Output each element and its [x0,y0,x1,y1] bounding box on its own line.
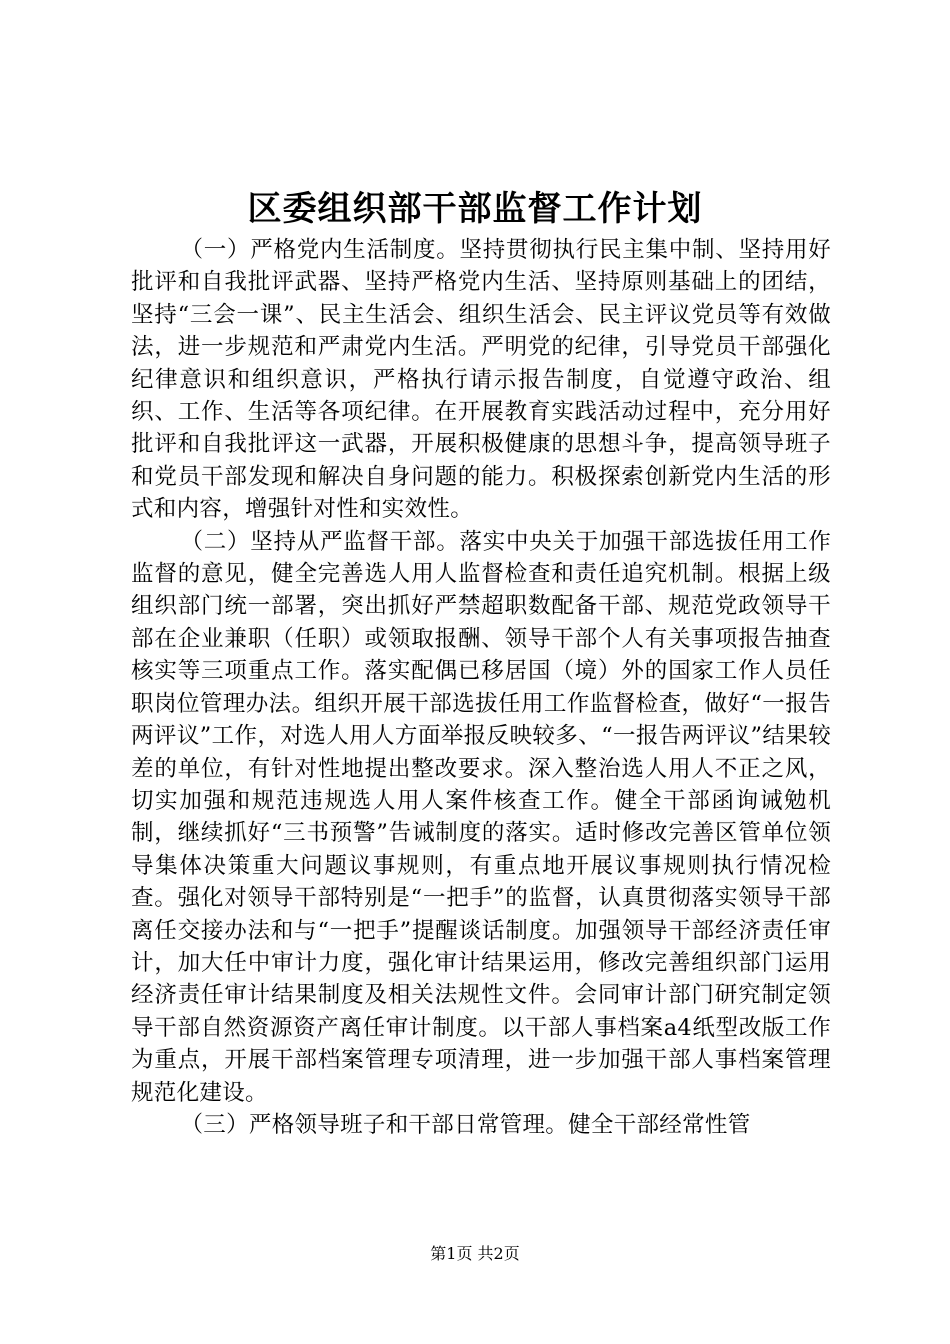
document-body [131,234,831,1141]
paragraph-1: （一）严格党内生活制度。坚持贯彻执行民主集中制、坚持用好批评和自我批评武器、坚持严格党内生活、坚持原则基础上的团结，坚持“三会一课”、民主生活会、组织生活会、民主评议党员等有效做法，进一步规范和严肃党内生活。严明党的纪律，引导党员干部强化纪律意识和组织意识，严格执行请示报告制度，自觉遵守政治、组织、工作、生活等各项纪律。在开展教育实践活动过程中，充分用好批评和自我批评这一武器，开展积极健康的思想斗争，提高领导班子和党员干部发现和解决自身问题的能力。积极探索创新党内生活的形式和内容，增强针对性和实效性。 [131,237,831,523]
document-title: 区委组织部干部监督工作计划 [247,189,703,229]
paragraph-3: （三）严格领导班子和干部日常管理。健全干部经常性管 [180,1111,751,1138]
page-footer: 第1页 共2页 [430,1244,520,1263]
paragraph-2: （二）坚持从严监督干部。落实中央关于加强干部选拔任用工作监督的意见，健全完善选人用人监督检查和责任追究机制。根据上级组织部门统一部署，突出抓好严禁超职数配备干部、规范党政领导干部在企业兼职（任职）或领取报酬、领导干部个人有关事项报告抽查核实等三项重点工作。落实配偶已移居国（境）外的国家工作人员任职岗位管理办法。组织开展干部选拔任用工作监督检查，做好“一报告两评议”工作，对选人用人方面举报反映较多、“一报告两评议”结果较差的单位，有针对性地提出整改要求。深入整治选人用人不正之风，切实加强和规范违规选人用人案件核查工作。健全干部函询诫勉机制，继续抓好“三书预警”告诫制度的落实。适时修改完善区管单位领导集体决策重大问题议事规则，有重点地开展议事规则执行情况检查。强化对领导干部特别是“一把手”的监督，认真贯彻落实领导干部离任交接办法和与“一把手”提醒谈话制度。加强领导干部经济责任审计，加大任中审计力度，强化审计结果运用，修改完善组织部门运用经济责任审计结果制度及相关法规性文件。会同审计部门研究制定领导干部自然资源资产离任审计制度。以干部人事档案a4纸型改版工作为重点，开展干部档案管理专项清理，进一步加强干部人事档案管理规范化建设。 [131,528,831,1106]
